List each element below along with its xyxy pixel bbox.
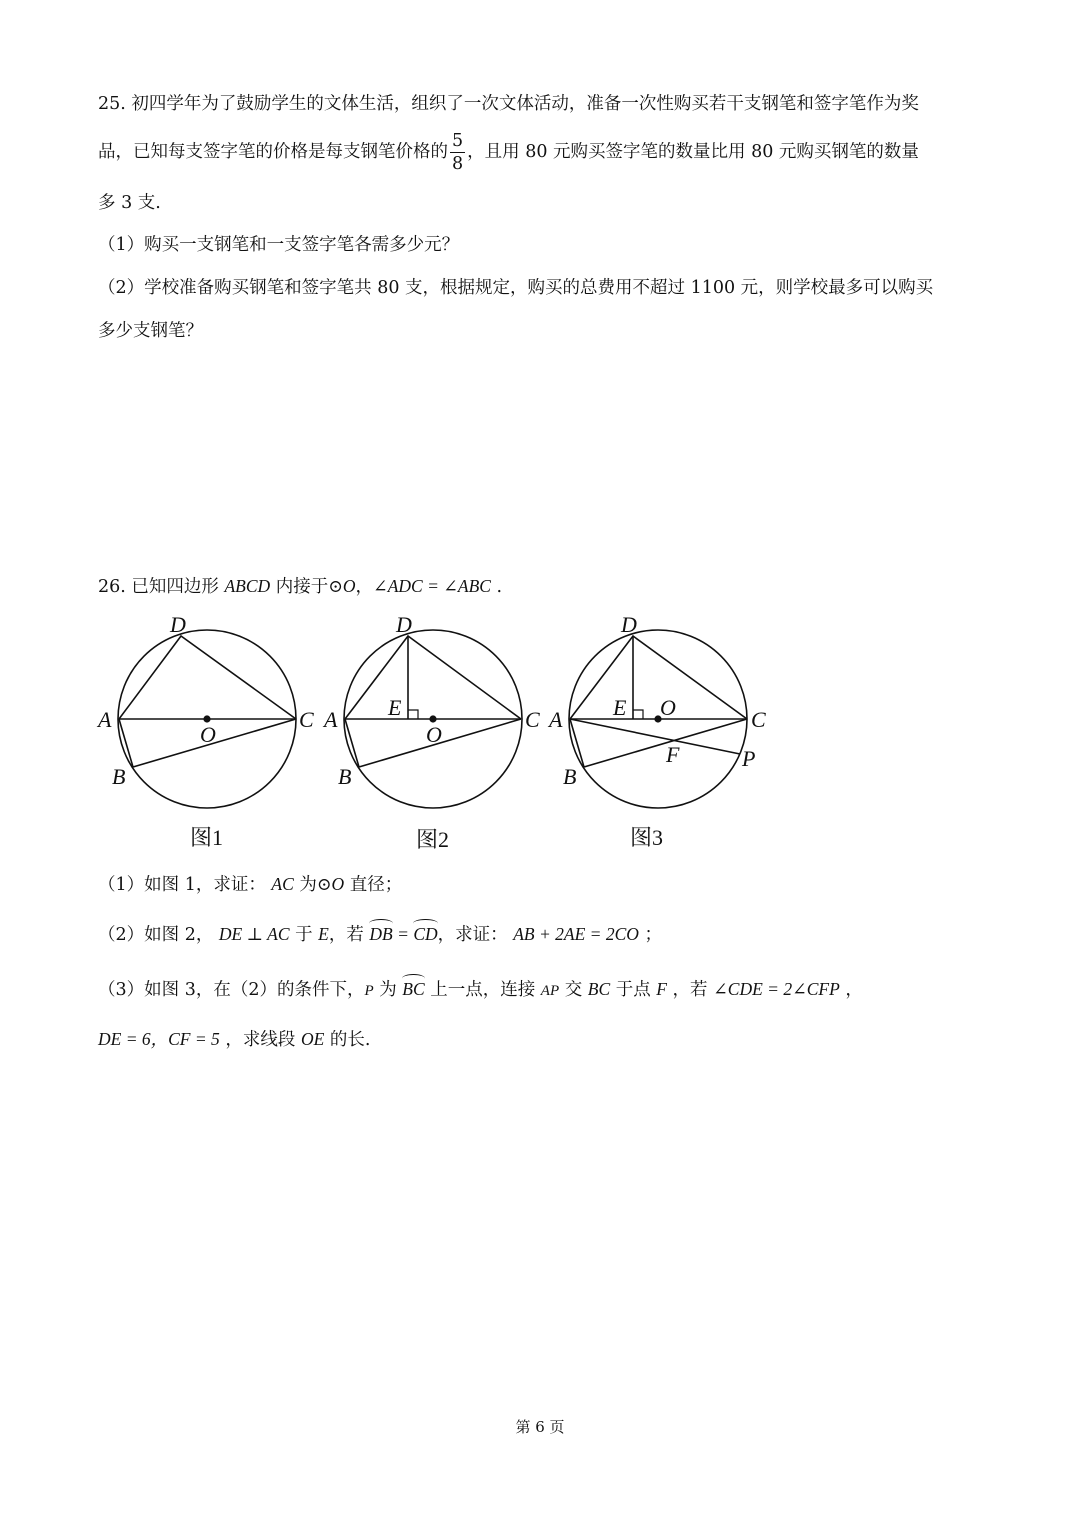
fraction-numerator: 5 [452,131,464,151]
q26-stem-mid: 内接于⊙ [270,577,343,597]
fig3-triangle-adc [570,636,747,719]
q26-p2-equals: = [392,924,414,944]
q26-p3-text-h: ， [839,980,863,1000]
fig3-label-f: F [666,742,680,767]
q25-part2-line1: （2）学校准备购买钢笔和签字笔共 80 支，根据规定，购买的总费用不超过 1100 元，则学校最多可以购买 [98,278,934,298]
fig3-label-d: D [621,612,637,637]
q25-line1: 25. 初四学年为了鼓励学生的文体生活，组织了一次文体活动，准备一次性购买若干支钢笔和签字笔作为奖 [98,94,919,114]
fig3-segment-ap [570,719,740,754]
fig1-label-d: D [170,612,186,637]
q26-p1-text-a: （1）如图 1，求证： [98,875,272,895]
q26-p2-text-c: ，若 [328,925,370,945]
q26-p3-text-a: （3）如图 3，在（2）的条件下， [98,980,365,1000]
q26-stem-comma: ， [355,577,374,597]
fig1-label-a: A [98,707,112,732]
fig2-caption: 图2 [416,827,450,852]
q26-part2 [98,921,662,948]
q26-p2-arc-cd: CD [413,921,437,947]
fig2-label-a: A [324,707,338,732]
fig2-right-angle-mark [408,710,418,719]
fig2-label-b: B [338,764,352,789]
q26-p2-equation: AB + 2AE = 2CO [513,924,639,944]
q26-p3-given-values: DE = 6，CF = 5 [98,1029,220,1049]
fig1-label-c: C [299,707,314,732]
q26-p2-text-b: 于 [289,925,319,945]
q26-p3-f: F [656,979,667,999]
q26-stem-abcd: ABCD [224,576,271,596]
fig1-label-b: B [112,764,126,789]
q26-figures [0,600,1080,860]
q26-part1 [98,871,402,898]
q26-stem-end: . [490,577,503,597]
q26-p1-text-c: 直径； [344,875,403,895]
q26-p3-angle-relation: ∠CDE = 2∠CFP [713,979,840,999]
fig3-label-a: A [549,707,563,732]
fig2-label-e: E [388,695,402,720]
fig3-label-b: B [563,764,577,789]
fig1-triangle-adc [119,636,296,719]
fig3-caption: 图3 [630,825,664,850]
q26-p3-p: P [364,983,374,999]
fraction-denominator: 8 [452,154,464,174]
fig3-label-c: C [751,707,766,732]
q26-p3-text-b: 为 [373,980,403,1000]
q26-p2-de-perp-ac: DE ⊥ AC [218,924,290,944]
q26-p3-ap: AP [540,983,560,999]
q26-p3-line2-text: ，求线段 [219,1030,301,1050]
fig3-label-p: P [742,746,756,771]
q26-p3-text-g: ，若 [666,980,714,1000]
q26-p3-text-e: 于点 [610,980,657,1000]
q25-part1: （1）购买一支钢笔和一支签字笔各需多少元？ [98,235,460,255]
q26-p3-line2-tail: 的长. [324,1030,371,1050]
fig1-label-o: O [200,722,216,747]
q25-line3: 多 3 支. [98,193,161,213]
q26-p3-text-c: 上一点，连接 [424,980,541,1000]
q26-stem-prefix: 26. 已知四边形 [98,577,225,597]
fig3-label-o: O [660,695,676,720]
fig2-triangle-adc [345,636,521,719]
q26-p1-o: O [331,874,345,894]
q25-part2-line2: 多少支钢笔？ [98,321,203,341]
fig2-label-d: D [396,612,412,637]
q25-line2 [98,130,919,175]
fig3-label-e: E [613,695,627,720]
q25-fraction [450,130,465,175]
fig1-caption: 图1 [190,825,224,850]
q26-p3-oe: OE [300,1029,325,1049]
q26-p2-text-d: ，求证： [437,925,514,945]
q26-p2-e: E [318,924,329,944]
q26-p1-ac: AC [271,874,294,894]
fig2-label-c: C [525,707,540,732]
q26-p3-bc: BC [587,979,611,999]
q26-p2-text-a: （2）如图 2， [98,925,219,945]
q26-p3-text-d: 交 [559,980,588,1000]
q25-line2-before: 品，已知每支签字笔的价格是每支钢笔价格的 [98,142,448,162]
q26-p1-text-b: 为⊙ [293,875,332,895]
q26-p2-end: ； [638,925,662,945]
q26-stem-angle: ∠ADC = ∠ABC [373,576,491,596]
q26-p2-arc-db: DB [369,921,392,947]
fig2-label-o: O [426,722,442,747]
q25-line2-after: ，且用 80 元购买签字笔的数量比用 80 元购买钢笔的数量 [467,142,919,162]
page-number: 第 6 页 [515,1418,565,1436]
q26-part3-line2 [98,1026,370,1053]
q26-stem [98,573,502,600]
fig3-right-angle-mark [633,710,643,719]
q26-stem-o: O [342,576,356,596]
q26-part3-line1 [98,976,863,1004]
q26-p3-arc-bc: BC [402,976,424,1002]
